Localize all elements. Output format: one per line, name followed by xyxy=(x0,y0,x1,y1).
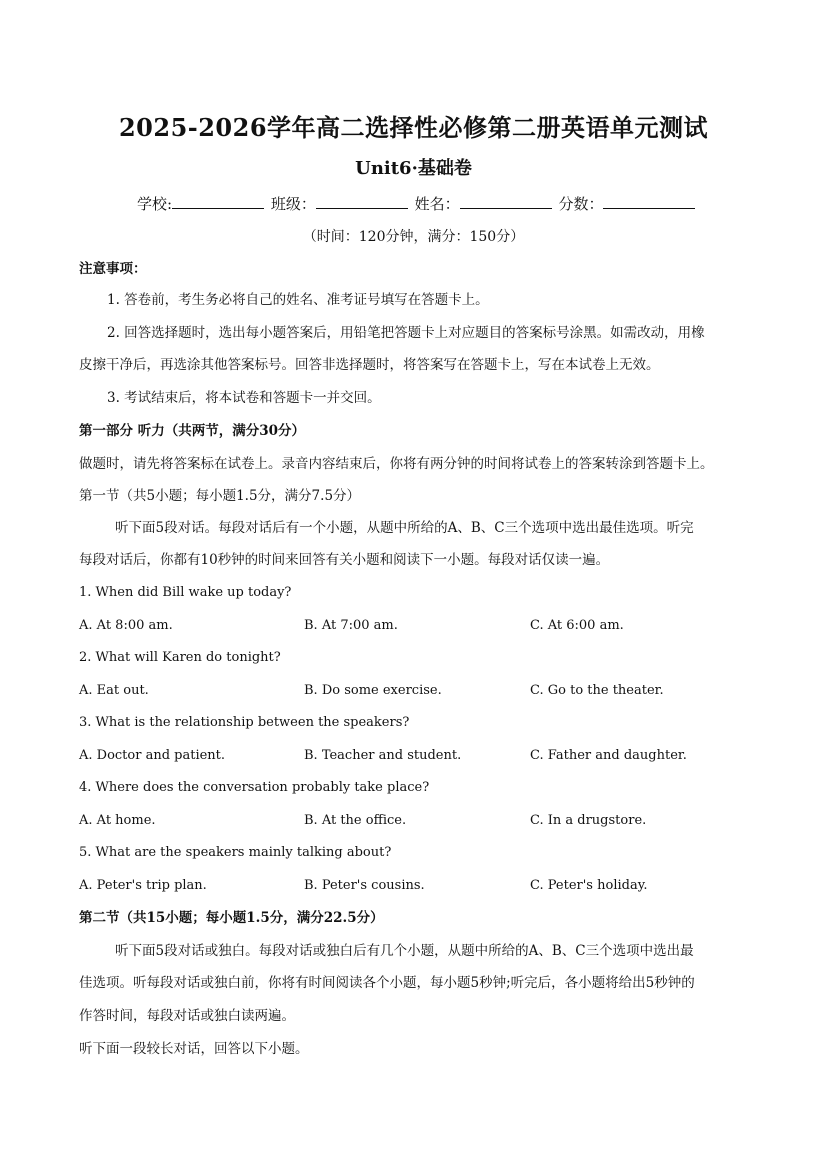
student-info-row xyxy=(137,193,697,214)
note-item: 1. 答卷前，考生务必将自己的姓名、准考证号填写在答题卡上。 xyxy=(107,292,489,308)
name-blank[interactable] xyxy=(460,194,552,209)
score-label: 分数： xyxy=(558,195,604,213)
section2-heading: 第二节（共15小题；每小题1.5分，满分22.5分） xyxy=(79,910,384,926)
option-c[interactable]: C. At 6:00 am. xyxy=(530,618,624,633)
option-b[interactable]: B. Peter's cousins. xyxy=(304,878,425,893)
question-text: 1. When did Bill wake up today? xyxy=(79,585,292,600)
option-a[interactable]: A. Peter's trip plan. xyxy=(79,878,207,893)
section1-heading: 第一节（共5小题；每小题1.5分，满分7.5分） xyxy=(79,488,361,504)
name-label: 姓名： xyxy=(414,195,460,213)
note-item: 2. 回答选择题时，选出每小题答案后，用铅笔把答题卡上对应题目的答案标号涂黑。如需改动，用橡 xyxy=(107,325,705,341)
option-c[interactable]: C. Go to the theater. xyxy=(530,683,664,698)
section1-instruction: 每段对话后，你都有10秒钟的时间来回答有关小题和阅读下一小题。每段对话仅读一遍。 xyxy=(79,552,610,568)
option-b[interactable]: B. Teacher and student. xyxy=(304,748,462,763)
exam-subtitle: Unit6·基础卷 xyxy=(355,158,472,179)
option-b[interactable]: B. At the office. xyxy=(304,813,407,828)
question-text: 3. What is the relationship between the speakers? xyxy=(79,715,410,730)
option-c[interactable]: C. Peter's holiday. xyxy=(530,878,648,893)
note-item: 皮擦干净后，再选涂其他答案标号。回答非选择题时，将答案写在答题卡上，写在本试卷上无效。 xyxy=(79,357,660,373)
part1-instruction: 做题时，请先将答案标在试卷上。录音内容结束后，你将有两分钟的时间将试卷上的答案转涂到答题卡上。 xyxy=(79,456,714,472)
notes-heading: 注意事项： xyxy=(79,261,147,277)
class-blank[interactable] xyxy=(316,194,408,209)
question-text: 2. What will Karen do tonight? xyxy=(79,650,281,665)
class-label: 班级： xyxy=(270,195,316,213)
school-label: 学校: xyxy=(137,195,173,213)
option-a[interactable]: A. Doctor and patient. xyxy=(79,748,226,763)
time-info: （时间：120分钟，满分：150分） xyxy=(302,229,525,245)
question-text: 5. What are the speakers mainly talking about? xyxy=(79,845,392,860)
option-b[interactable]: B. At 7:00 am. xyxy=(304,618,398,633)
score-blank[interactable] xyxy=(603,194,695,209)
option-a[interactable]: A. At 8:00 am. xyxy=(79,618,173,633)
section2-instruction: 佳选项。听每段对话或独白前，你将有时间阅读各个小题，每小题5秒钟;听完后，各小题将给出5秒钟的 xyxy=(79,975,695,991)
school-blank[interactable] xyxy=(172,194,264,209)
option-a[interactable]: A. At home. xyxy=(79,813,156,828)
exam-title: 2025-2026学年高二选择性必修第二册英语单元测试 xyxy=(118,113,709,142)
option-c[interactable]: C. In a drugstore. xyxy=(530,813,647,828)
note-item: 3. 考试结束后，将本试卷和答题卡一并交回。 xyxy=(107,390,381,406)
section1-instruction: 听下面5段对话。每段对话后有一个小题，从题中所给的A、B、C三个选项中选出最佳选项。听完 xyxy=(115,520,694,536)
section2-instruction: 听下面一段较长对话，回答以下小题。 xyxy=(79,1041,309,1057)
part1-heading: 第一部分 听力（共两节，满分30分） xyxy=(79,423,305,439)
question-text: 4. Where does the conversation probably take place? xyxy=(79,780,430,795)
section2-instruction: 听下面5段对话或独白。每段对话或独白后有几个小题，从题中所给的A、B、C三个选项中选出最 xyxy=(115,943,694,959)
option-b[interactable]: B. Do some exercise. xyxy=(304,683,442,698)
option-a[interactable]: A. Eat out. xyxy=(79,683,149,698)
section2-instruction: 作答时间，每段对话或独白读两遍。 xyxy=(79,1008,295,1024)
option-c[interactable]: C. Father and daughter. xyxy=(530,748,687,763)
